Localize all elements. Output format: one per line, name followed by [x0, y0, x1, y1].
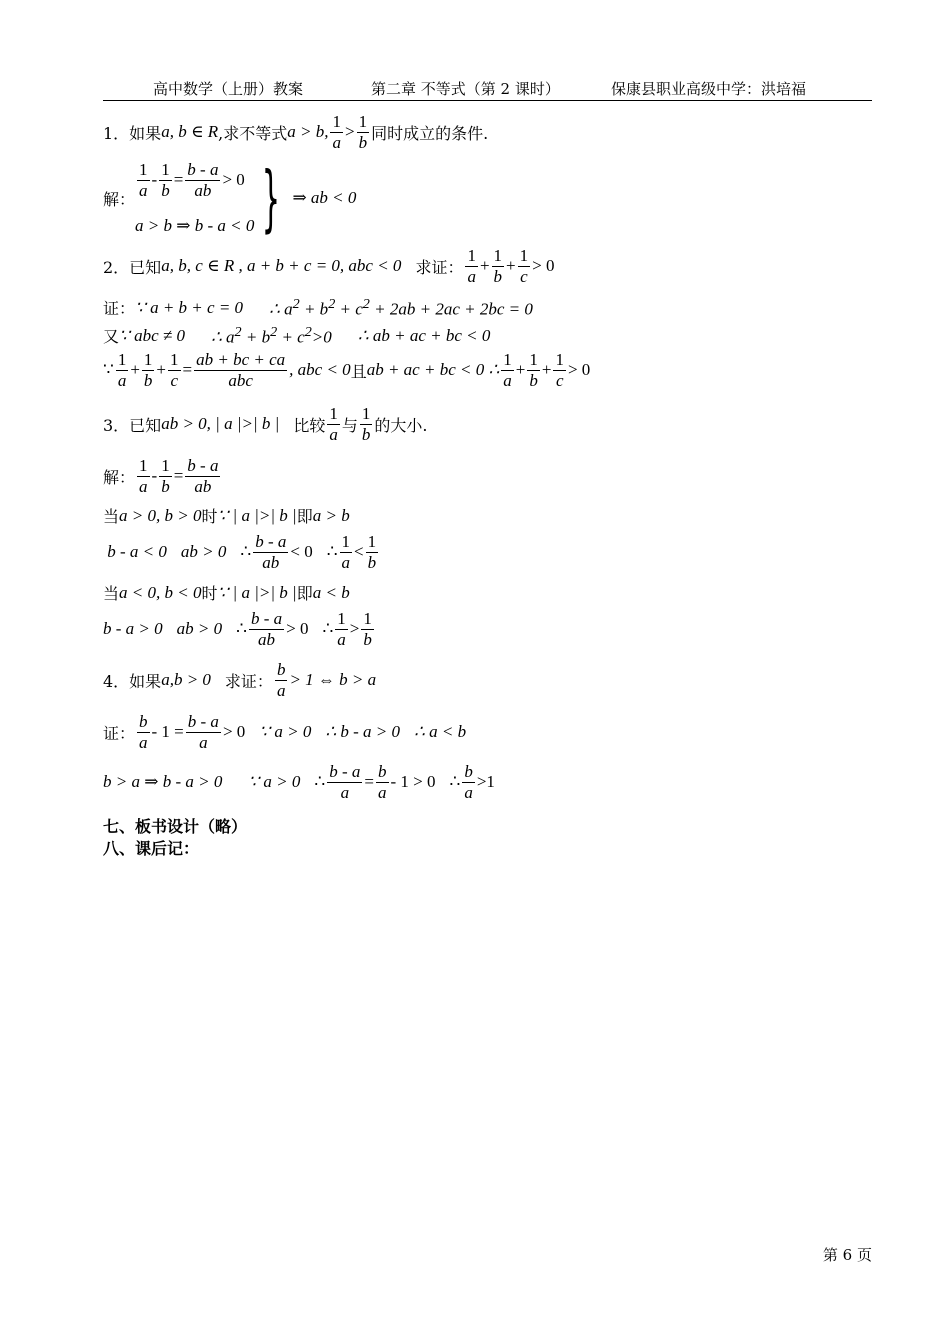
fraction: $\frac{1}{b}$ [358, 112, 368, 152]
problem-3-solution-line-1: 解： $\frac{1}{a}$ - $\frac{1}{b}$ = $\frac{b - a}{ab}$ [103, 456, 219, 496]
problem-1-question: 1．如果 a, b ∈ R ,求不等式 a > b, $\frac{1}{a}$ > $\frac{1}{b}$ 同时成立的条件. [103, 112, 489, 152]
section-7-heading: 七、板书设计（略） [103, 817, 248, 836]
header-right: 保康县职业高级中学：洪培福 [611, 80, 807, 98]
problem-2-question: 2．已知 a, b, c ∈ R , a + b + c = 0, abc < 0 求证： $\frac{1}{a}$ + $\frac{1}{b}$ + $\frac{1}{c}$ > 0 [103, 246, 555, 286]
problem-3-question: 3．已知 ab > 0, | a |>| b | 比较 $\frac{1}{a}$ 与 $\frac{1}{b}$ 的大小. [103, 404, 428, 444]
problem-3-case-2: 当 a < 0, b < 0 时 ∵ | a |>| b | 即 a < b [103, 582, 350, 603]
page-number: 第 6 页 [822, 1246, 872, 1264]
problem-3-case-1-derivation: b - a < 0 ab > 0 ∴ $\frac{b - a}{ab}$ < 0 ∴ $\frac{1}{a}$ < $\frac{1}{b}$ [103, 532, 377, 572]
section-8-heading: 八、课后记： [103, 839, 200, 858]
problem-3-case-2-derivation: b - a > 0 ab > 0 ∴ $\frac{b - a}{ab}$ > 0 ∴ $\frac{1}{a}$ > $\frac{1}{b}$ [103, 609, 372, 649]
problem-2-proof-line-2: 又 ∵ abc ≠ 0 ∴ $a^2 + b^2 + c^2>0$ ∴ ab + ac + bc < 0 [103, 324, 491, 347]
problem-4-question: 4．如果 a,b > 0 求证： $\frac{b}{a}$ > 1 ⇔ b > a [103, 660, 377, 700]
header-left: 高中数学（上册）教案 [153, 80, 304, 98]
header-center: 第二章 不等式（第 2 课时） [371, 80, 560, 98]
problem-4-proof-line-2: b > a ⇒ b - a > 0 ∵ a > 0 ∴ $\frac{b - a}{a}$ = $\frac{b}{a}$ - 1 > 0 ∴ $\frac{b}{a}$ >1 [103, 762, 495, 802]
page-header [103, 78, 872, 101]
problem-3-case-1: 当 a > 0, b > 0 时 ∵ | a |>| b | 即 a > b [103, 505, 350, 526]
fraction: $\frac{1}{a}$ [332, 112, 341, 152]
problem-2-proof-line-3: ∵ $\frac{1}{a}$ + $\frac{1}{b}$ + $\frac{1}{c}$ = $\frac{ab + bc + ca}{\text{abc}}$ , abc < 0 且 ab + ac + bc < 0 ∴ $\frac{1}{a}$ + $\frac{1}{b}$ + $\frac{1}{c}$ > 0 [103, 350, 591, 390]
problem-2-proof-line-1: 证： ∵ a + b + c = 0 ∴ $a^2 + b^2 + c^2 + 2ab + 2ac + 2bc = 0$ [103, 296, 533, 319]
right-brace: } [262, 156, 281, 240]
problem-1-solution: 解： $\frac{1}{a}$ - $\frac{1}{b}$ = $\frac{b - a}{ab}$ > 0 a > b ⇒ b - a < 0 } ⇒ ab < 0 [103, 156, 357, 240]
problem-4-proof-line-1: 证： $\frac{b}{a}$ - 1 = $\frac{b - a}{a}$ > 0 ∵ a > 0 ∴ b - a > 0 ∴ a < b [103, 712, 467, 752]
